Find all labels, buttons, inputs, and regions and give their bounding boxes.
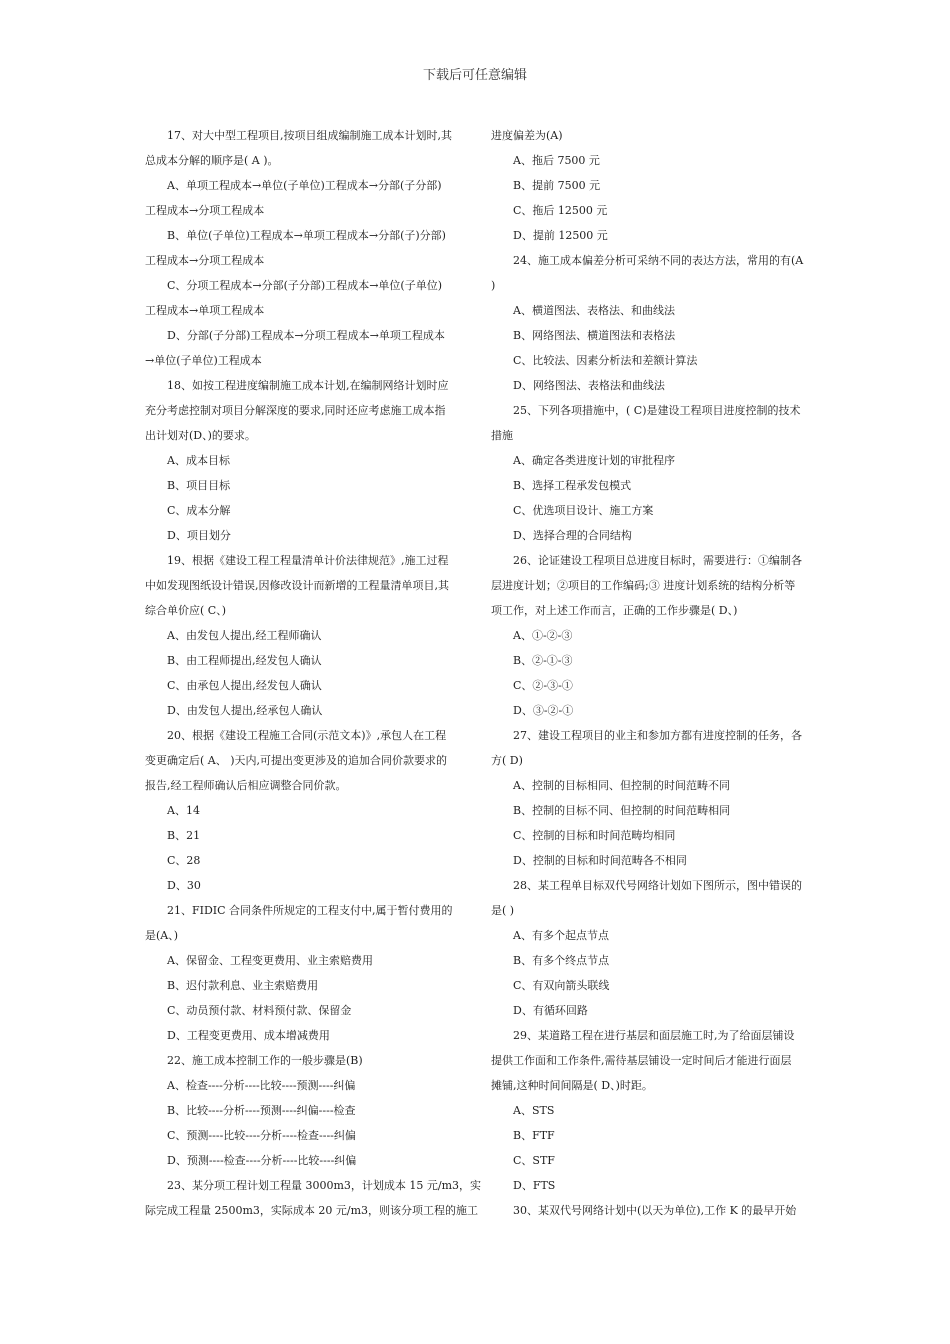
text-line: B、有多个终点节点 — [513, 954, 610, 967]
text-line: 18、如按工程进度编制施工成本计划,在编制网络计划时应 — [167, 379, 449, 392]
text-line: ) — [491, 279, 496, 292]
text-line: 30、某双代号网络计划中(以天为单位),工作 K 的最早开始 — [513, 1204, 797, 1217]
text-line: B、网络图法、横道图法和表格法 — [513, 329, 676, 342]
text-line: A、确定各类进度计划的审批程序 — [513, 454, 675, 467]
text-line: 方( D) — [491, 754, 523, 767]
text-line: B、项目目标 — [167, 479, 231, 492]
text-line: A、控制的目标相同、但控制的时间范畴不同 — [513, 779, 730, 792]
text-line: D、项目划分 — [167, 529, 231, 542]
text-line: 摊铺,这种时间间隔是( D、)时距。 — [491, 1079, 653, 1092]
text-line: B、迟付款利息、业主索赔费用 — [167, 979, 319, 992]
text-line: C、STF — [513, 1154, 555, 1167]
text-line: 层进度计划；②项目的工作编码;③ 进度计划系统的结构分析等 — [491, 579, 796, 592]
text-line: A、横道图法、表格法、和曲线法 — [513, 304, 675, 317]
text-line: C、分项工程成本→分部(子分部)工程成本→单位(子单位) — [167, 279, 443, 292]
text-line: 际完成工程量 2500m3，实际成本 20 元/m3，则该分项工程的施工 — [145, 1204, 479, 1217]
text-line: 充分考虑控制对项目分解深度的要求,同时还应考虑施工成本指 — [145, 404, 446, 417]
text-line: C、动员预付款、材料预付款、保留金 — [167, 1004, 352, 1017]
page-header: 下载后可任意编辑 — [422, 68, 527, 83]
text-line: C、28 — [167, 854, 201, 867]
text-line: C、控制的目标和时间范畴均相同 — [513, 829, 676, 842]
text-line: C、优选项目设计、施工方案 — [513, 504, 654, 517]
text-line: 19、根据《建设工程工程量清单计价法律规范》,施工过程 — [167, 554, 449, 567]
text-line: B、提前 7500 元 — [513, 179, 601, 192]
text-line: B、控制的目标不同、但控制的时间范畴相同 — [513, 804, 731, 817]
text-line: 21、FIDIC 合同条件所规定的工程支付中,属于暂付费用的 — [167, 904, 453, 917]
text-line: C、由承包人提出,经发包人确认 — [167, 679, 322, 692]
right-column — [491, 123, 809, 1223]
text-line: D、选择合理的合同结构 — [513, 529, 632, 542]
text-line: 22、施工成本控制工作的一般步骤是(B) — [167, 1054, 363, 1067]
text-line: D、控制的目标和时间范畴各不相同 — [513, 854, 687, 867]
text-line: C、②-③-① — [513, 679, 573, 692]
text-line: D、30 — [167, 879, 201, 892]
text-line: 是(A、) — [145, 929, 179, 942]
text-line: 28、某工程单目标双代号网络计划如下图所示，图中错误的 — [513, 879, 802, 892]
text-line: B、单位(子单位)工程成本→单项工程成本→分部(子)分部) — [167, 229, 446, 242]
text-line: A、成本目标 — [167, 454, 230, 467]
text-line: 工程成本→单项工程成本 — [145, 304, 265, 317]
text-line: A、①-②-③ — [513, 629, 573, 642]
text-line: D、③-②-① — [513, 704, 574, 717]
text-line: D、有循环回路 — [513, 1004, 588, 1017]
text-line: A、由发包人提出,经工程师确认 — [167, 629, 322, 642]
text-line: C、拖后 12500 元 — [513, 204, 608, 217]
text-line: 20、根据《建设工程施工合同(示范文本)》,承包人在工程 — [167, 729, 447, 742]
text-line: D、网络图法、表格法和曲线法 — [513, 379, 665, 392]
text-line: 进度偏差为(A) — [491, 129, 563, 142]
text-line: 25、下列各项措施中，( C)是建设工程项目进度控制的技术 — [513, 404, 801, 417]
text-line: A、拖后 7500 元 — [513, 154, 600, 167]
text-line: 27、建设工程项目的业主和参加方都有进度控制的任务，各 — [513, 729, 802, 742]
text-line: C、预测----比较----分析----检查----纠偏 — [167, 1129, 356, 1142]
text-line: D、预测----检查----分析----比较----纠偏 — [167, 1154, 357, 1167]
text-line: A、STS — [513, 1104, 555, 1117]
text-line: 报告,经工程师确认后相应调整合同价款。 — [145, 779, 347, 792]
text-line: B、选择工程承发包模式 — [513, 479, 632, 492]
text-line: D、由发包人提出,经承包人确认 — [167, 704, 323, 717]
text-line: 工程成本→分项工程成本 — [145, 254, 265, 267]
text-line: 项工作，对上述工作而言，正确的工作步骤是( D、) — [491, 604, 738, 617]
text-line: 工程成本→分项工程成本 — [145, 204, 265, 217]
text-line: D、FTS — [513, 1179, 556, 1192]
text-line: B、比较----分析----预测----纠偏----检查 — [167, 1104, 356, 1117]
text-line: 29、某道路工程在进行基层和面层施工时,为了给面层铺设 — [513, 1029, 795, 1042]
text-line: 综合单价应( C、) — [145, 604, 226, 617]
text-line: C、成本分解 — [167, 504, 231, 517]
text-line: 是( ) — [491, 904, 515, 917]
text-line: 出计划对(D、)的要求。 — [145, 429, 256, 442]
text-line: 17、对大中型工程项目,按项目组成编制施工成本计划时,其 — [167, 129, 452, 142]
text-line: A、有多个起点节点 — [513, 929, 609, 942]
text-line: →单位(子单位)工程成本 — [145, 354, 262, 367]
text-line: B、由工程师提出,经发包人确认 — [167, 654, 322, 667]
text-line: A、单项工程成本→单位(子单位)工程成本→分部(子分部) — [167, 179, 442, 192]
text-line: 中如发现图纸设计错误,因修改设计而新增的工程量清单项目,其 — [145, 579, 449, 592]
text-line: 26、论证建设工程项目总进度目标时，需要进行：①编制各 — [513, 554, 802, 567]
text-line: 24、施工成本偏差分析可采纳不同的表达方法，常用的有(A — [513, 254, 804, 267]
left-column — [145, 123, 482, 1223]
text-line: B、21 — [167, 829, 201, 842]
text-line: 提供工作面和工作条件,需待基层铺设一定时间后才能进行面层 — [491, 1054, 792, 1067]
text-line: A、检查----分析----比较----预测----纠偏 — [167, 1079, 356, 1092]
text-line: C、有双向箭头联线 — [513, 979, 610, 992]
text-line: A、14 — [167, 804, 200, 817]
text-line: C、比较法、因素分析法和差额计算法 — [513, 354, 698, 367]
text-line: B、FTF — [513, 1129, 555, 1142]
text-line: 23、某分项工程计划工程量 3000m3，计划成本 15 元/m3，实 — [167, 1179, 482, 1192]
text-line: 变更确定后( A、 )天内,可提出变更涉及的追加合同价款要求的 — [145, 754, 448, 767]
text-line: B、②-①-③ — [513, 654, 573, 667]
text-line: 措施 — [491, 429, 513, 442]
text-line: D、提前 12500 元 — [513, 229, 608, 242]
text-line: D、工程变更费用、成本增减费用 — [167, 1029, 330, 1042]
text-line: A、保留金、工程变更费用、业主索赔费用 — [167, 954, 373, 967]
text-line: 总成本分解的顺序是( A )。 — [145, 154, 279, 167]
text-line: D、分部(子分部)工程成本→分项工程成本→单项工程成本 — [167, 329, 445, 342]
